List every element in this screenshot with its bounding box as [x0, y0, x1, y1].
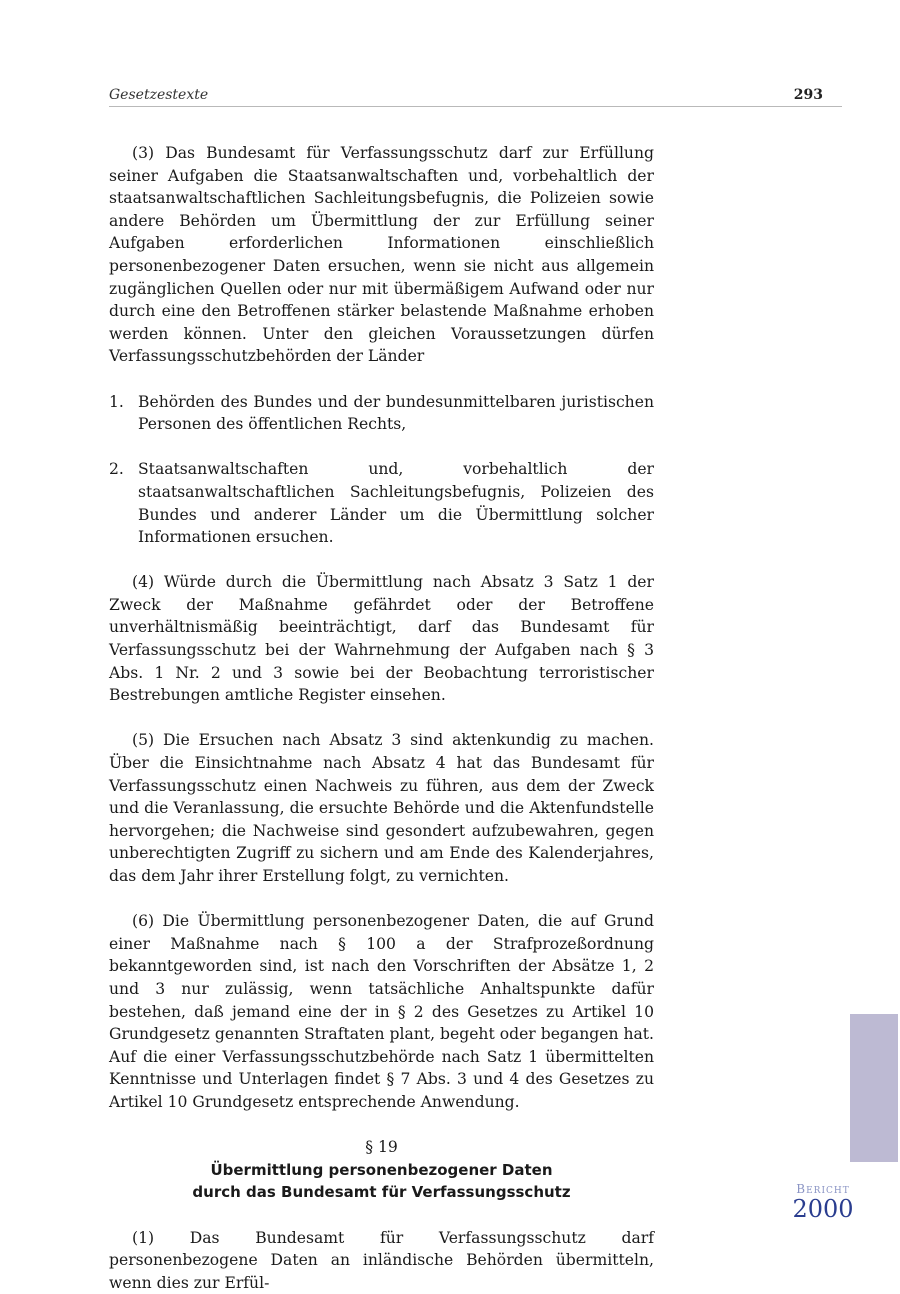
section-number: § 19 — [109, 1136, 654, 1159]
header-title: Gesetzestexte — [109, 87, 208, 103]
section-paragraph-1: (1) Das Bundesamt für Verfassungsschutz darf personenbezogene Daten an inländische Behörden übermitteln, wenn dies zur Erfül- — [109, 1227, 654, 1294]
logo-word: BERICHT — [786, 1182, 860, 1198]
bericht-2000-logo — [786, 1182, 860, 1220]
list-number: 1. — [109, 391, 124, 414]
list-item — [109, 458, 654, 548]
section-heading — [109, 1136, 654, 1204]
list-text: Staatsanwaltschaften und, vorbehaltlich der staatsanwaltschaftlichen Sachleitungsbefugnis, Polizeien des Bundes und anderer Länder um die Übermittlung solcher Informationen ersuchen. — [138, 460, 654, 546]
paragraph-6: (6) Die Übermittlung personenbezogener Daten, die auf Grund einer Maßnahme nach § 100 a der Strafprozeßordnung bekanntgeworden sind, ist nach den Vorschriften der Absätze 1, 2 und 3 nur zulässig, wenn tatsächliche Anhaltspunkte dafür bestehen, daß jemand eine der in § 2 des Gesetzes zu Artikel 10 Grundgesetz genannten Straftaten plant, begeht oder begangen hat. Auf die einer Verfassungsschutzbehörde nach Satz 1 übermittelten Kenntnisse und Unterlagen findet § 7 Abs. 3 und 4 des Gesetzes zu Artikel 10 Grundgesetz entsprechende Anwendung. — [109, 910, 654, 1113]
list-number: 2. — [109, 458, 124, 481]
paragraph-3: (3) Das Bundesamt für Verfassungsschutz darf zur Erfüllung seiner Aufgaben die Staatsanwaltschaften und, vorbehaltlich der staatsanwaltschaftlichen Sachleitungsbefugnis, die Polizeien sowie andere Behörden um Übermittlung der zur Erfüllung seiner Aufgaben erforderlichen Informationen einschließlich personenbezogener Daten ersuchen, wenn sie nicht aus allgemein zugänglichen Quellen oder nur mit übermäßigem Aufwand oder nur durch eine den Betroffenen stärker belastende Maßnahme erhoben werden können. Unter den gleichen Voraussetzungen dürfen Verfassungsschutzbehörden der Länder — [109, 142, 654, 368]
page-number: 293 — [794, 87, 823, 103]
side-thumb-tab — [850, 1014, 898, 1162]
page-body — [109, 142, 654, 1294]
paragraph-4: (4) Würde durch die Übermittlung nach Absatz 3 Satz 1 der Zweck der Maßnahme gefährdet oder der Betroffene unverhältnismäßig beeinträchtigt, darf das Bundesamt für Verfassungsschutz bei der Wahrnehmung der Aufgaben nach § 3 Abs. 1 Nr. 2 und 3 sowie bei der Beobachtung terroristischer Bestrebungen amtliche Register einsehen. — [109, 571, 654, 707]
paragraph-5: (5) Die Ersuchen nach Absatz 3 sind aktenkundig zu machen. Über die Einsichtnahme nach Absatz 4 hat das Bundesamt für Verfassungsschutz einen Nachweis zu führen, aus dem der Zweck und die Veranlassung, die ersuchte Behörde und die Aktenfundstelle hervorgehen; die Nachweise sind gesondert aufzubewahren, gegen unberechtigten Zugriff zu sichern und am Ende des Kalenderjahres, das dem Jahr ihrer Erstellung folgt, zu vernichten. — [109, 729, 654, 887]
section-title-line-2: durch das Bundesamt für Verfassungsschutz — [109, 1181, 654, 1204]
list-item — [109, 391, 654, 436]
logo-year: 2000 — [786, 1198, 860, 1220]
running-header — [109, 86, 842, 107]
section-title-line-1: Übermittlung personenbezogener Daten — [109, 1159, 654, 1182]
list-text: Behörden des Bundes und der bundesunmittelbaren juristischen Personen des öffentlichen Rechts, — [138, 393, 654, 434]
